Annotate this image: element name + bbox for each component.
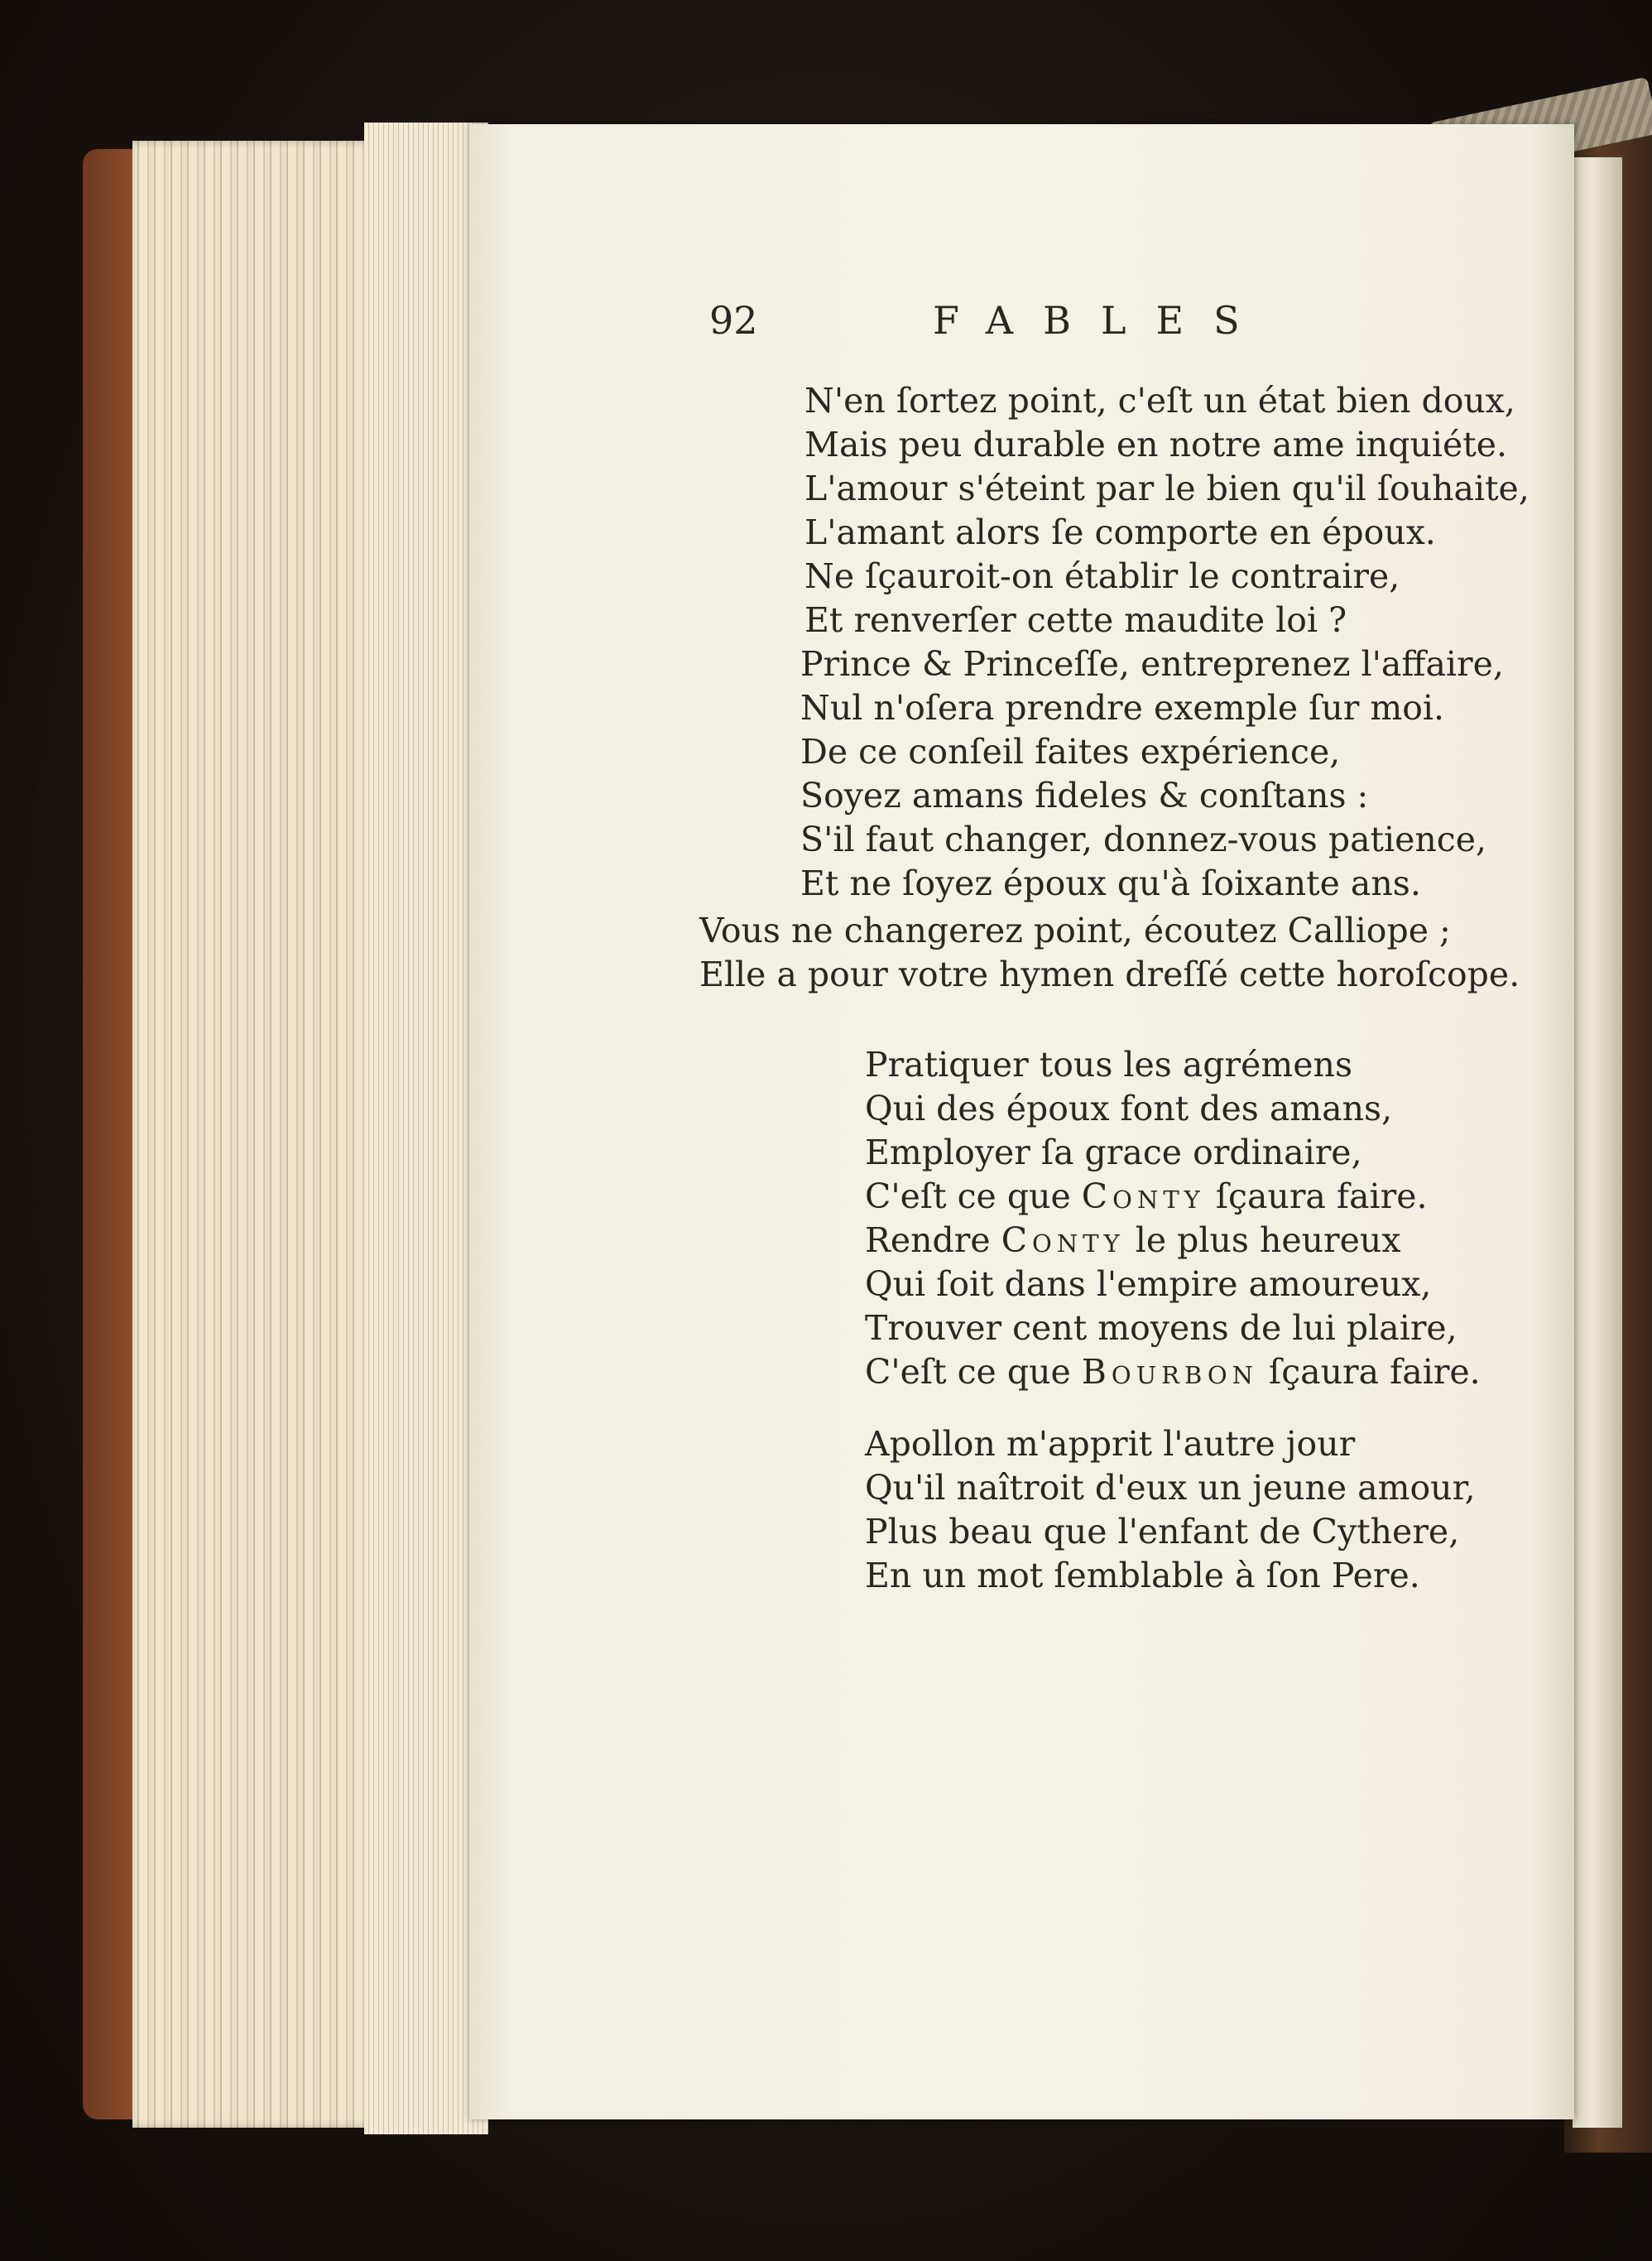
verse-line: Employer ſa grace ordinaire, [865, 1133, 1362, 1172]
verse-line: Et renverſer cette maudite loi ? [804, 600, 1347, 640]
verse-line: Ne ſçauroit-on établir le contraire, [804, 556, 1400, 596]
verse-line: Qu'il naîtroit d'eux un jeune amour, [865, 1468, 1476, 1508]
verse-line: L'amour s'éteint par le bien qu'il ſouhaite, [804, 469, 1530, 508]
verse-line [865, 1350, 1481, 1393]
verse-line: Trouver cent moyens de lui plaire, [865, 1308, 1458, 1348]
verse-line [865, 1219, 1400, 1262]
verse-line: En un mot ſemblable à ſon Pere. [865, 1556, 1420, 1595]
verse-line: Et ne ſoyez époux qu'à ſoixante ans. [800, 864, 1421, 903]
verse-text: C'eſt ce que [865, 1352, 1082, 1392]
verse-line: N'en ſortez point, c'eſt un état bien doux, [804, 381, 1515, 421]
name-bourbon: Bourbon [1081, 1352, 1258, 1392]
verse-text: Rendre [865, 1220, 1001, 1260]
verse-line: S'il faut changer, donnez-vous patience, [800, 820, 1487, 859]
facing-page-edge [1573, 157, 1622, 2128]
name-conty: Conty [1001, 1220, 1125, 1260]
verse-text: ſçaura faire. [1257, 1352, 1481, 1392]
page-number: 92 [709, 298, 758, 343]
name-conty: Conty [1081, 1176, 1205, 1216]
verse-line: L'amant alors ſe comporte en époux. [804, 512, 1436, 552]
verse-line: Mais peu durable en notre ame inquiéte. [804, 425, 1508, 464]
running-head: FABLES [933, 298, 1270, 343]
verse-line: De ce conſeil faites expérience, [800, 732, 1341, 772]
verse-text: C'eſt ce que [865, 1176, 1082, 1216]
verse-line: Plus beau que l'enfant de Cythere, [865, 1512, 1460, 1551]
verse-line: Apollon m'apprit l'autre jour [865, 1424, 1356, 1464]
verse-line: Qui des époux font des amans, [865, 1089, 1393, 1128]
verse-line: Pratiquer tous les agrémens [865, 1045, 1352, 1085]
verse-text: le plus heureux [1124, 1220, 1401, 1260]
verse-line: Prince & Princeſſe, entreprenez l'affaire, [800, 644, 1504, 684]
verse-line [865, 1175, 1428, 1218]
verse-line: Elle a pour votre hymen dreſſé cette horoſcope. [699, 955, 1520, 994]
book-page [468, 124, 1574, 2119]
verse-line: Nul n'oſera prendre exemple ſur moi. [800, 688, 1445, 728]
verse-line: Vous ne changerez point, écoutez Calliope ; [699, 911, 1451, 950]
verse-line: Soyez amans fideles & conſtans : [800, 776, 1369, 815]
verse-text: ſçaura faire. [1204, 1176, 1428, 1216]
verse-line: Qui ſoit dans l'empire amoureux, [865, 1264, 1432, 1304]
